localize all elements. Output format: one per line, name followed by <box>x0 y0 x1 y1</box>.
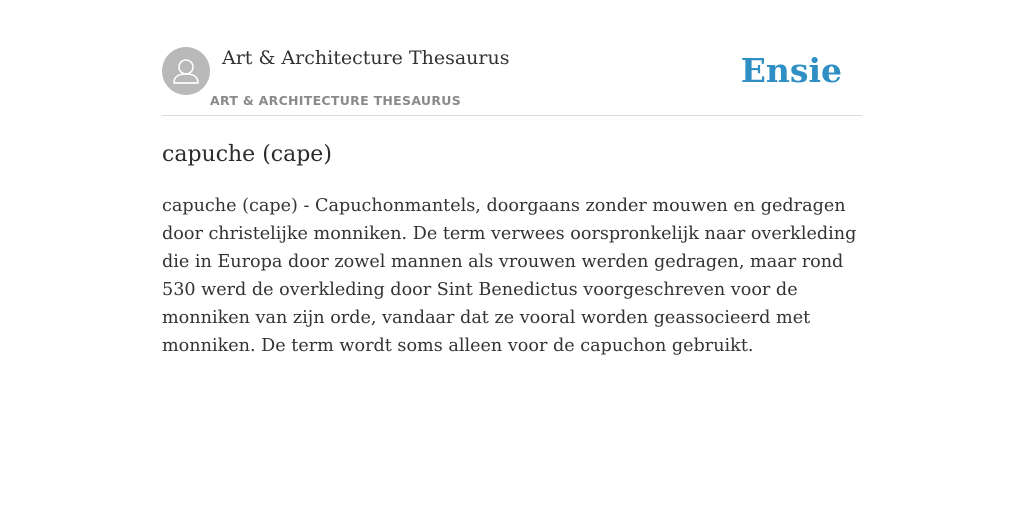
content-container <box>162 0 862 356</box>
page-header <box>162 0 862 116</box>
ensie-logo[interactable]: Ensie <box>740 51 842 90</box>
article-body: capuche (cape) - Capuchonmantels, doorgaans zonder mouwen en gedragen door christelijke monniken. De term verwees oorspronkelijk naar overkleding die in Europa door zowel mannen als vrouwen werden gedragen, maar rond 530 werd de overkleding door Sint Benedictus voorgeschreven voor de monniken van zijn orde, vandaar dat ze vooral worden geassocieerd met monniken. De term wordt soms alleen voor de capuchon gebruikt. <box>162 196 857 356</box>
user-placeholder-icon <box>162 47 210 95</box>
author-subtitle: ART & ARCHITECTURE THESAURUS <box>210 93 462 108</box>
author-name-link[interactable]: Art & Architecture Thesaurus <box>222 47 510 69</box>
page-title: capuche (cape) <box>162 142 332 167</box>
avatar[interactable] <box>162 47 210 95</box>
